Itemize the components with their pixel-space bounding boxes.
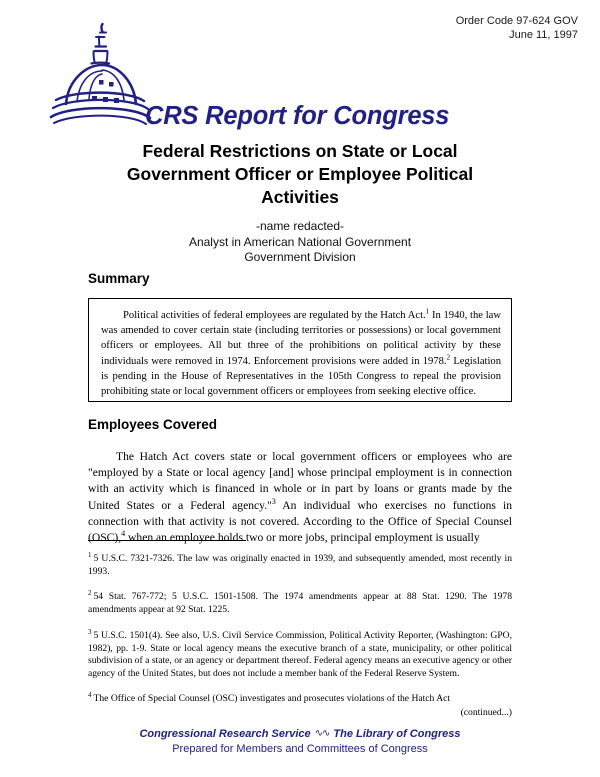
author-block (70, 219, 530, 266)
footer-ornament-icon: ∿∿ (314, 728, 330, 739)
footer-primary-line (0, 726, 600, 742)
crs-report-title: CRS Report for Congress (145, 102, 450, 130)
body-text-part-3: when an employee holds two or more jobs, principal employment is usually (125, 531, 480, 545)
footer-library-name: The Library of Congress (333, 728, 461, 740)
footnote-item (88, 626, 512, 681)
report-date: June 11, 1997 (509, 29, 578, 41)
footnote-ref-1: 1 (425, 307, 430, 316)
footnote-marker: 1 (88, 551, 92, 559)
footnote-item (88, 587, 512, 616)
employees-covered-heading: Employees Covered (88, 417, 218, 432)
page-title-line-2: Government Officer or Employee Political (126, 164, 474, 184)
page-title (70, 140, 530, 209)
footnote-item (88, 689, 512, 719)
footnote-item (88, 549, 512, 578)
page-title-line-3: Activities (261, 187, 339, 207)
employees-covered-paragraph (88, 449, 512, 546)
footer-secondary-line: Prepared for Members and Committees of Congress (172, 743, 428, 755)
summary-text-part-1: Political activities of federal employees are regulated by the Hatch Act. (123, 310, 426, 321)
masthead (0, 18, 600, 128)
summary-box (88, 298, 512, 402)
footnote-text: 54 Stat. 767-772; 5 U.S.C. 1501-1508. The 1974 amendments appear at 88 Stat. 1290. The 1978 amendments appear at 92 Stat. 1225. (88, 591, 512, 616)
footnote-ref-2: 2 (446, 353, 451, 362)
footnote-ref-3: 3 (271, 496, 276, 506)
footnote-text: 5 U.S.C. 7321-7326. The law was originally enacted in 1939, and subsequently amended, most recently in 1993. (88, 553, 512, 577)
footnote-text: The Office of Special Counsel (OSC) investigates and prosecutes violations of the Hatch Act (93, 693, 451, 705)
footnote-text: 5 U.S.C. 1501(4). See also, U.S. Civil Service Commission, Political Activity Reporter, (Washington: GPO, 1982), pp. 1-9. State or local agency means the executive branch of a state, municipality, or other political subdivision of a state, or an agency or department thereof. Federal agency means an executive agency or other agency of the United States, but does not include a member bank of the Federal Reserve System. (88, 629, 512, 679)
footnotes-section (88, 549, 512, 720)
author-division: Government Division (244, 250, 356, 264)
author-name: -name redacted- (255, 219, 345, 233)
footnote-separator-rule (88, 540, 246, 541)
body-text-part-2: An individual who exercises no functions in connection with that activity is not covered. According to the Office of Special Counsel (OSC), (88, 498, 513, 545)
footer-agency-name: Congressional Research Service (139, 728, 311, 740)
footnote-marker: 2 (88, 589, 92, 598)
footnote-marker: 3 (88, 627, 92, 636)
page-title-line-1: Federal Restrictions on State or Local (142, 141, 458, 161)
summary-text-part-2: In 1940, the law was amended to cover certain state (including territories or possessions) or local government officers or employees. All but three of the prohibitions on political activity by these individuals were removed in 1974. Enforcement provisions were added in 1978. (101, 310, 501, 367)
summary-text-part-3: Legislation is pending in the House of Representatives in the 105th Congress to repeal the provision prohibiting state or local government officers or employees from seeking elective office. (101, 355, 501, 398)
footnote-continued-marker: (continued...) (460, 707, 512, 719)
author-role: Analyst in American National Government (188, 234, 412, 249)
footnote-marker: 4 (88, 691, 92, 700)
summary-heading: Summary (88, 271, 150, 286)
page-footer (0, 726, 600, 757)
body-text-part-1: The Hatch Act covers state or local government officers or employees who are "employed by a State or local agency [and] whose principal employment is in connection with an activity which is financed in whole or in part by loans or grants made by the United States or a Federal agency." (88, 450, 512, 512)
footnote-ref-4: 4 (121, 529, 126, 539)
capitol-dome-logo-icon (44, 20, 159, 128)
order-code: Order Code 97-624 GOV (455, 15, 578, 27)
summary-text (101, 308, 501, 399)
